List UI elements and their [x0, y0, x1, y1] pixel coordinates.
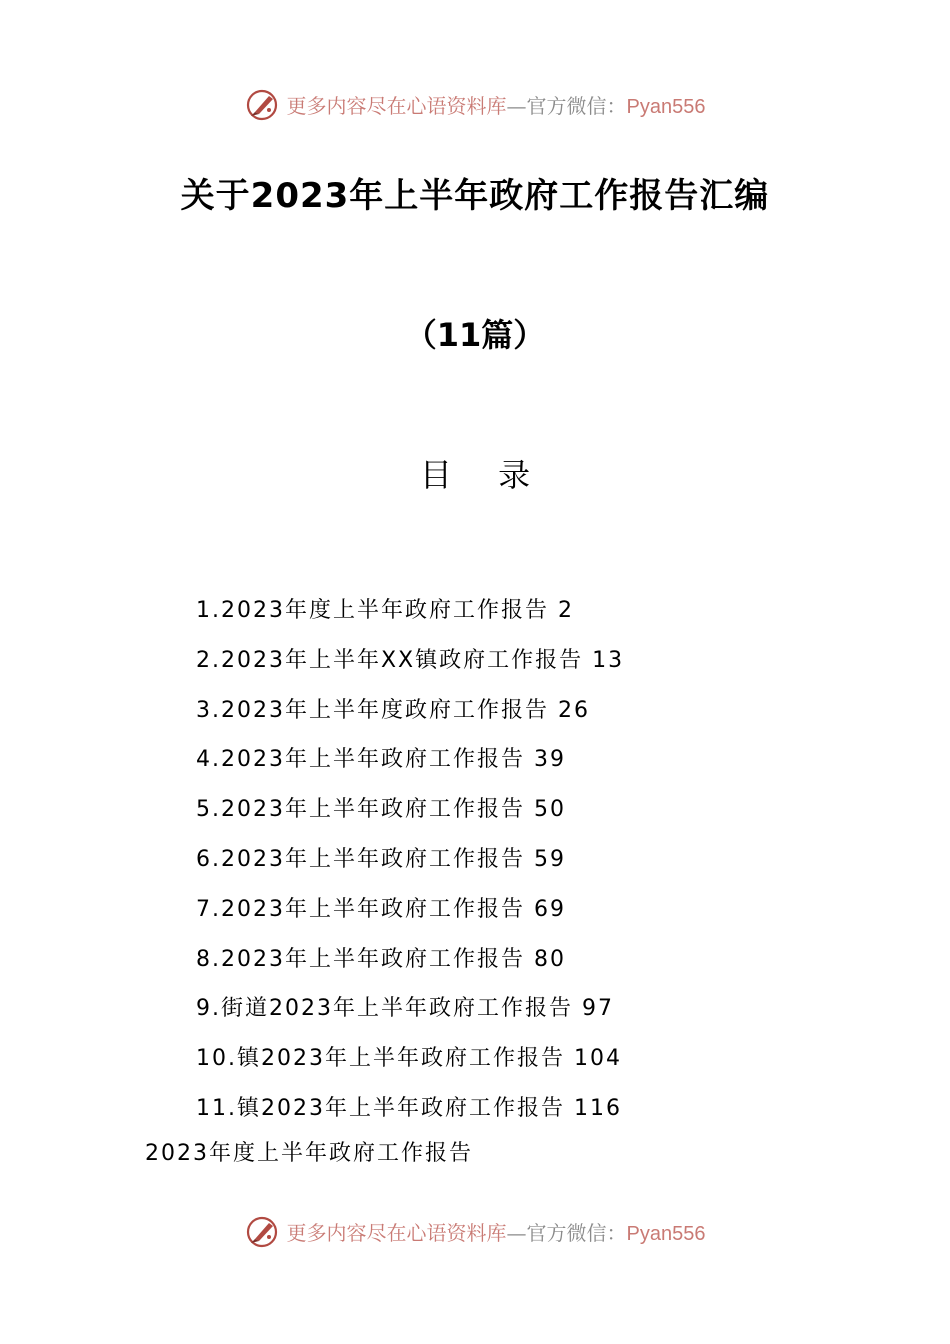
pen-nib-logo-icon [245, 1213, 281, 1249]
watermark-wechat-id: Pyan556 [626, 95, 706, 118]
watermark-main-text: 更多内容尽在心语资料库 [286, 93, 507, 118]
toc-item: 5.2023年上半年政府工作报告 50 [196, 797, 566, 823]
watermark-sub-text: —官方微信： [506, 93, 627, 118]
toc-item: 1.2023年度上半年政府工作报告 2 [196, 598, 574, 623]
toc-item: 10.镇2023年上半年政府工作报告 104 [196, 1046, 622, 1072]
toc-item: 11.镇2023年上半年政府工作报告 116 [196, 1095, 622, 1121]
watermark-wechat-id: Pyan556 [626, 1222, 706, 1245]
toc-item: 2.2023年上半年XX镇政府工作报告 13 [196, 647, 625, 673]
footer-watermark [0, 1211, 950, 1251]
toc-item: 3.2023年上半年度政府工作报告 26 [196, 697, 590, 723]
table-of-contents [196, 586, 624, 1134]
toc-item: 4.2023年上半年政府工作报告 39 [196, 747, 566, 773]
watermark-sub-text: —官方微信： [506, 1220, 627, 1245]
toc-item: 6.2023年上半年政府工作报告 59 [196, 846, 566, 872]
document-subtitle: （11篇） [404, 316, 546, 354]
toc-item: 7.2023年上半年政府工作报告 69 [196, 896, 566, 922]
toc-item: 8.2023年上半年政府工作报告 80 [196, 946, 566, 972]
pen-nib-logo-icon [245, 86, 281, 122]
toc-heading: 目 录 [419, 456, 549, 494]
section-heading: 2023年度上半年政府工作报告 [145, 1141, 473, 1166]
document-title: 关于2023年上半年政府工作报告汇编 [180, 176, 770, 216]
header-watermark [0, 84, 950, 124]
watermark-main-text: 更多内容尽在心语资料库 [286, 1220, 507, 1245]
toc-item: 9.街道2023年上半年政府工作报告 97 [196, 996, 614, 1022]
